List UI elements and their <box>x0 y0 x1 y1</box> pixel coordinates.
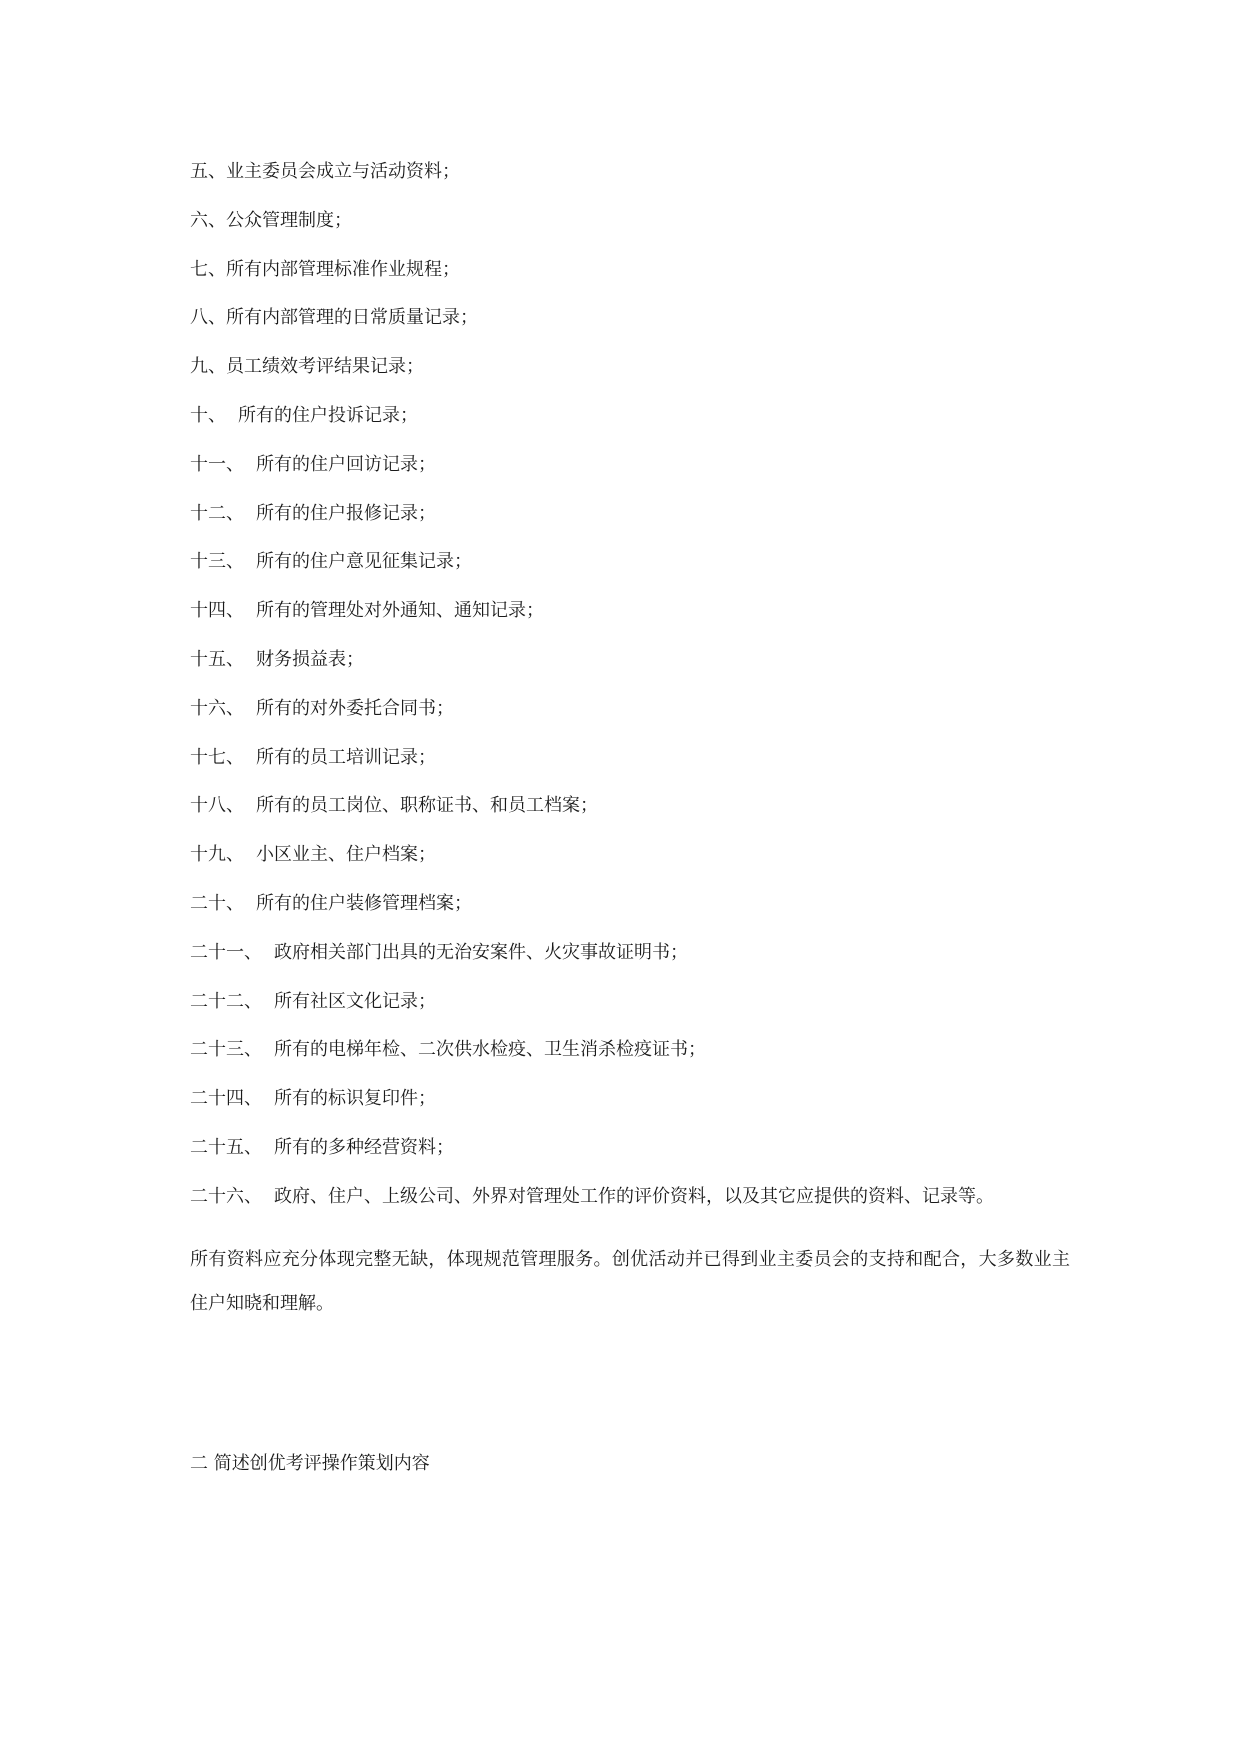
item-number: 十二、 <box>190 502 244 524</box>
list-item <box>190 1087 1070 1136</box>
item-number: 九、 <box>190 356 226 378</box>
item-text: 所有的管理处对外通知、通知记录； <box>256 600 544 622</box>
item-number: 十、 <box>190 404 226 426</box>
item-number: 十七、 <box>190 746 244 768</box>
item-number: 二十五、 <box>190 1136 262 1158</box>
list-item <box>190 355 1070 404</box>
item-number: 二十、 <box>190 892 244 914</box>
list-item <box>190 697 1070 746</box>
section-heading: 二 简述创优考评操作策划内容 <box>190 1453 430 1474</box>
requirement-list <box>190 160 1070 1234</box>
item-text: 所有的住户装修管理档案； <box>256 892 472 914</box>
item-number: 二十三、 <box>190 1039 262 1061</box>
item-text: 所有的多种经营资料； <box>274 1136 454 1158</box>
list-item <box>190 843 1070 892</box>
list-item <box>190 404 1070 453</box>
item-number: 十五、 <box>190 648 244 670</box>
item-number: 七、 <box>190 258 226 280</box>
item-text: 员工绩效考评结果记录； <box>226 356 424 378</box>
item-number: 十三、 <box>190 551 244 573</box>
list-item <box>190 160 1070 209</box>
item-text: 小区业主、住户档案； <box>256 844 436 866</box>
list-item <box>190 599 1070 648</box>
item-number: 二十一、 <box>190 941 262 963</box>
list-item <box>190 209 1070 258</box>
item-text: 所有的员工培训记录； <box>256 746 436 768</box>
list-item <box>190 746 1070 795</box>
list-item <box>190 258 1070 307</box>
item-number: 十六、 <box>190 697 244 719</box>
item-number: 十八、 <box>190 795 244 817</box>
item-text: 所有社区文化记录； <box>274 990 436 1012</box>
item-number: 十四、 <box>190 600 244 622</box>
item-text: 所有的住户报修记录； <box>256 502 436 524</box>
item-text: 政府、住户、上级公司、外界对管理处工作的评价资料，以及其它应提供的资料、记录等。 <box>274 1185 994 1207</box>
list-item <box>190 1038 1070 1087</box>
item-text: 公众管理制度； <box>226 209 352 231</box>
list-item <box>190 453 1070 502</box>
item-number: 十九、 <box>190 844 244 866</box>
item-text: 所有的对外委托合同书； <box>256 697 454 719</box>
item-number: 二十六、 <box>190 1185 262 1207</box>
item-text: 所有的电梯年检、二次供水检疫、卫生消杀检疫证书； <box>274 1039 706 1061</box>
item-number: 二十四、 <box>190 1088 262 1110</box>
item-text: 所有的住户意见征集记录； <box>256 551 472 573</box>
item-text: 所有的员工岗位、职称证书、和员工档案； <box>256 795 598 817</box>
item-text: 所有的住户投诉记录； <box>238 404 418 426</box>
item-text: 所有内部管理的日常质量记录； <box>226 307 478 329</box>
item-number: 十一、 <box>190 453 244 475</box>
item-text: 财务损益表； <box>256 648 364 670</box>
item-number: 五、 <box>190 161 226 182</box>
list-item <box>190 941 1070 990</box>
list-item <box>190 306 1070 355</box>
list-item <box>190 794 1070 843</box>
list-item <box>190 1136 1070 1185</box>
list-item <box>190 648 1070 697</box>
item-text: 业主委员会成立与活动资料； <box>226 161 460 182</box>
list-item <box>190 1185 1070 1234</box>
item-number: 八、 <box>190 307 226 329</box>
summary-paragraph: 所有资料应充分体现完整无缺，体现规范管理服务。创优活动并已得到业主委员会的支持和配合，大多数业主住户知晓和理解。 <box>190 1249 1070 1314</box>
list-item <box>190 502 1070 551</box>
list-item <box>190 892 1070 941</box>
item-number: 二十二、 <box>190 990 262 1012</box>
item-text: 所有的住户回访记录； <box>256 453 436 475</box>
item-text: 所有的标识复印件； <box>274 1088 436 1110</box>
item-text: 政府相关部门出具的无治安案件、火灾事故证明书； <box>274 941 688 963</box>
item-number: 六、 <box>190 209 226 231</box>
list-item <box>190 990 1070 1039</box>
item-text: 所有内部管理标准作业规程； <box>226 258 460 280</box>
list-item <box>190 550 1070 599</box>
